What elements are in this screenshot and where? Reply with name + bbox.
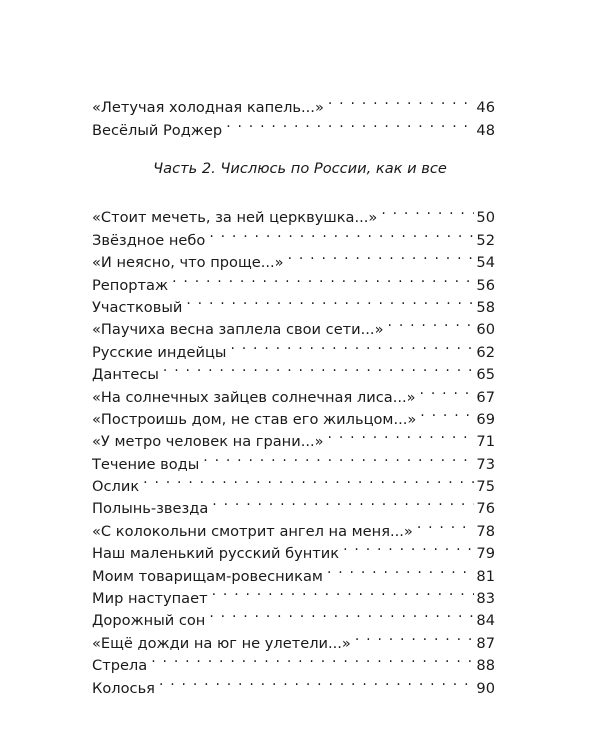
toc-entry-title: «Летучая холодная капель...»: [92, 99, 324, 117]
toc-entry-page: 67: [476, 388, 495, 406]
toc-entry-page: 83: [476, 590, 495, 608]
toc-entry-title: Русские индейцы: [92, 343, 227, 361]
dot-leader: [230, 334, 474, 356]
dot-leader: [212, 491, 474, 513]
toc-entry-title: «С колокольни смотрит ангел на меня...»: [92, 522, 413, 540]
dot-leader: [328, 90, 475, 112]
dot-leader: [163, 357, 475, 379]
toc-entry-title: Полынь-звезда: [92, 500, 209, 518]
toc-entry-title: Стрела: [92, 657, 148, 675]
toc-entry-page: 88: [476, 657, 495, 675]
toc-entry-page: 71: [476, 433, 495, 451]
dot-leader: [381, 200, 474, 222]
toc-entry-page: 50: [476, 209, 495, 227]
dot-leader: [417, 513, 475, 535]
dot-leader: [327, 558, 474, 580]
toc-entry-title: Моим товарищам-ровесникам: [92, 567, 323, 585]
toc-entry-title: «И неясно, что проще...»: [92, 254, 284, 272]
toc-entry: [92, 200, 495, 227]
dot-leader: [328, 424, 475, 446]
toc-entry: [92, 648, 495, 675]
dot-leader: [288, 245, 475, 267]
toc-entry-page: 62: [476, 343, 495, 361]
dot-leader: [143, 469, 474, 491]
toc-entry-page: 48: [476, 121, 495, 139]
toc-entry-page: 58: [476, 298, 495, 316]
toc-entry-page: 54: [476, 254, 495, 272]
toc-entry-title: «Ещё дожди на юг не улетели...»: [92, 634, 351, 652]
toc-entry-title: Дантесы: [92, 366, 159, 384]
dot-leader: [212, 581, 475, 603]
dot-leader: [209, 222, 474, 244]
toc-entry-title: Колосья: [92, 679, 155, 697]
dot-leader: [151, 648, 474, 670]
toc-entry-title: Участковый: [92, 298, 183, 316]
dot-leader: [172, 267, 474, 289]
dot-leader: [388, 312, 475, 334]
toc-entry-page: 56: [476, 276, 495, 294]
dot-leader: [343, 536, 474, 558]
dot-leader: [420, 379, 475, 401]
toc-entry-page: 81: [476, 567, 495, 585]
toc-entry-title: «Стоит мечеть, за ней церквушка...»: [92, 209, 378, 227]
toc-entry-page: 75: [476, 478, 495, 496]
toc-entry-page: 84: [476, 612, 495, 630]
toc-entry-title: Репортаж: [92, 276, 169, 294]
toc-entry-title: Дорожный сон: [92, 612, 206, 630]
toc-entry-title: «Паучиха весна заплела свои сети...»: [92, 321, 384, 339]
toc-entry-title: «У метро человек на грани...»: [92, 433, 324, 451]
toc-entry: [92, 469, 495, 496]
toc-entry-title: Течение воды: [92, 455, 200, 473]
toc-entry: [92, 90, 495, 117]
dot-leader: [186, 290, 474, 312]
toc-entry-page: 76: [476, 500, 495, 518]
toc-entry-page: 46: [476, 99, 495, 117]
toc-entry-page: 69: [476, 410, 495, 428]
dot-leader: [203, 446, 474, 468]
toc-entry-title: Весёлый Роджер: [92, 121, 223, 139]
toc-entry-page: 78: [476, 522, 495, 540]
dot-leader: [226, 112, 474, 134]
toc-entry-page: 87: [476, 634, 495, 652]
toc-top-list: [92, 90, 495, 139]
toc-entry-page: 52: [476, 231, 495, 249]
toc-entry-page: 65: [476, 366, 495, 384]
dot-leader: [159, 670, 474, 692]
dot-leader: [420, 402, 474, 424]
toc-entry-page: 79: [476, 545, 495, 563]
toc-entry: [92, 670, 495, 697]
toc-entry-title: Наш маленький русский бунтик: [92, 545, 340, 563]
toc-entry: [92, 491, 495, 518]
toc-entry-title: Звёздное небо: [92, 231, 206, 249]
toc-entry-page: 73: [476, 455, 495, 473]
toc-entry-title: «Построишь дом, не став его жильцом...»: [92, 410, 417, 428]
dot-leader: [355, 625, 475, 647]
toc-main-list: [92, 200, 495, 697]
toc-entry-title: Мир наступает: [92, 590, 208, 608]
toc-entry-page: 60: [476, 321, 495, 339]
dot-leader: [209, 603, 474, 625]
toc-entry-title: Ослик: [92, 478, 140, 496]
toc-entry-title: «На солнечных зайцев солнечная лиса...»: [92, 388, 416, 406]
section-heading: Часть 2. Числюсь по России, как и все: [153, 160, 447, 177]
toc-entry-page: 90: [476, 679, 495, 697]
